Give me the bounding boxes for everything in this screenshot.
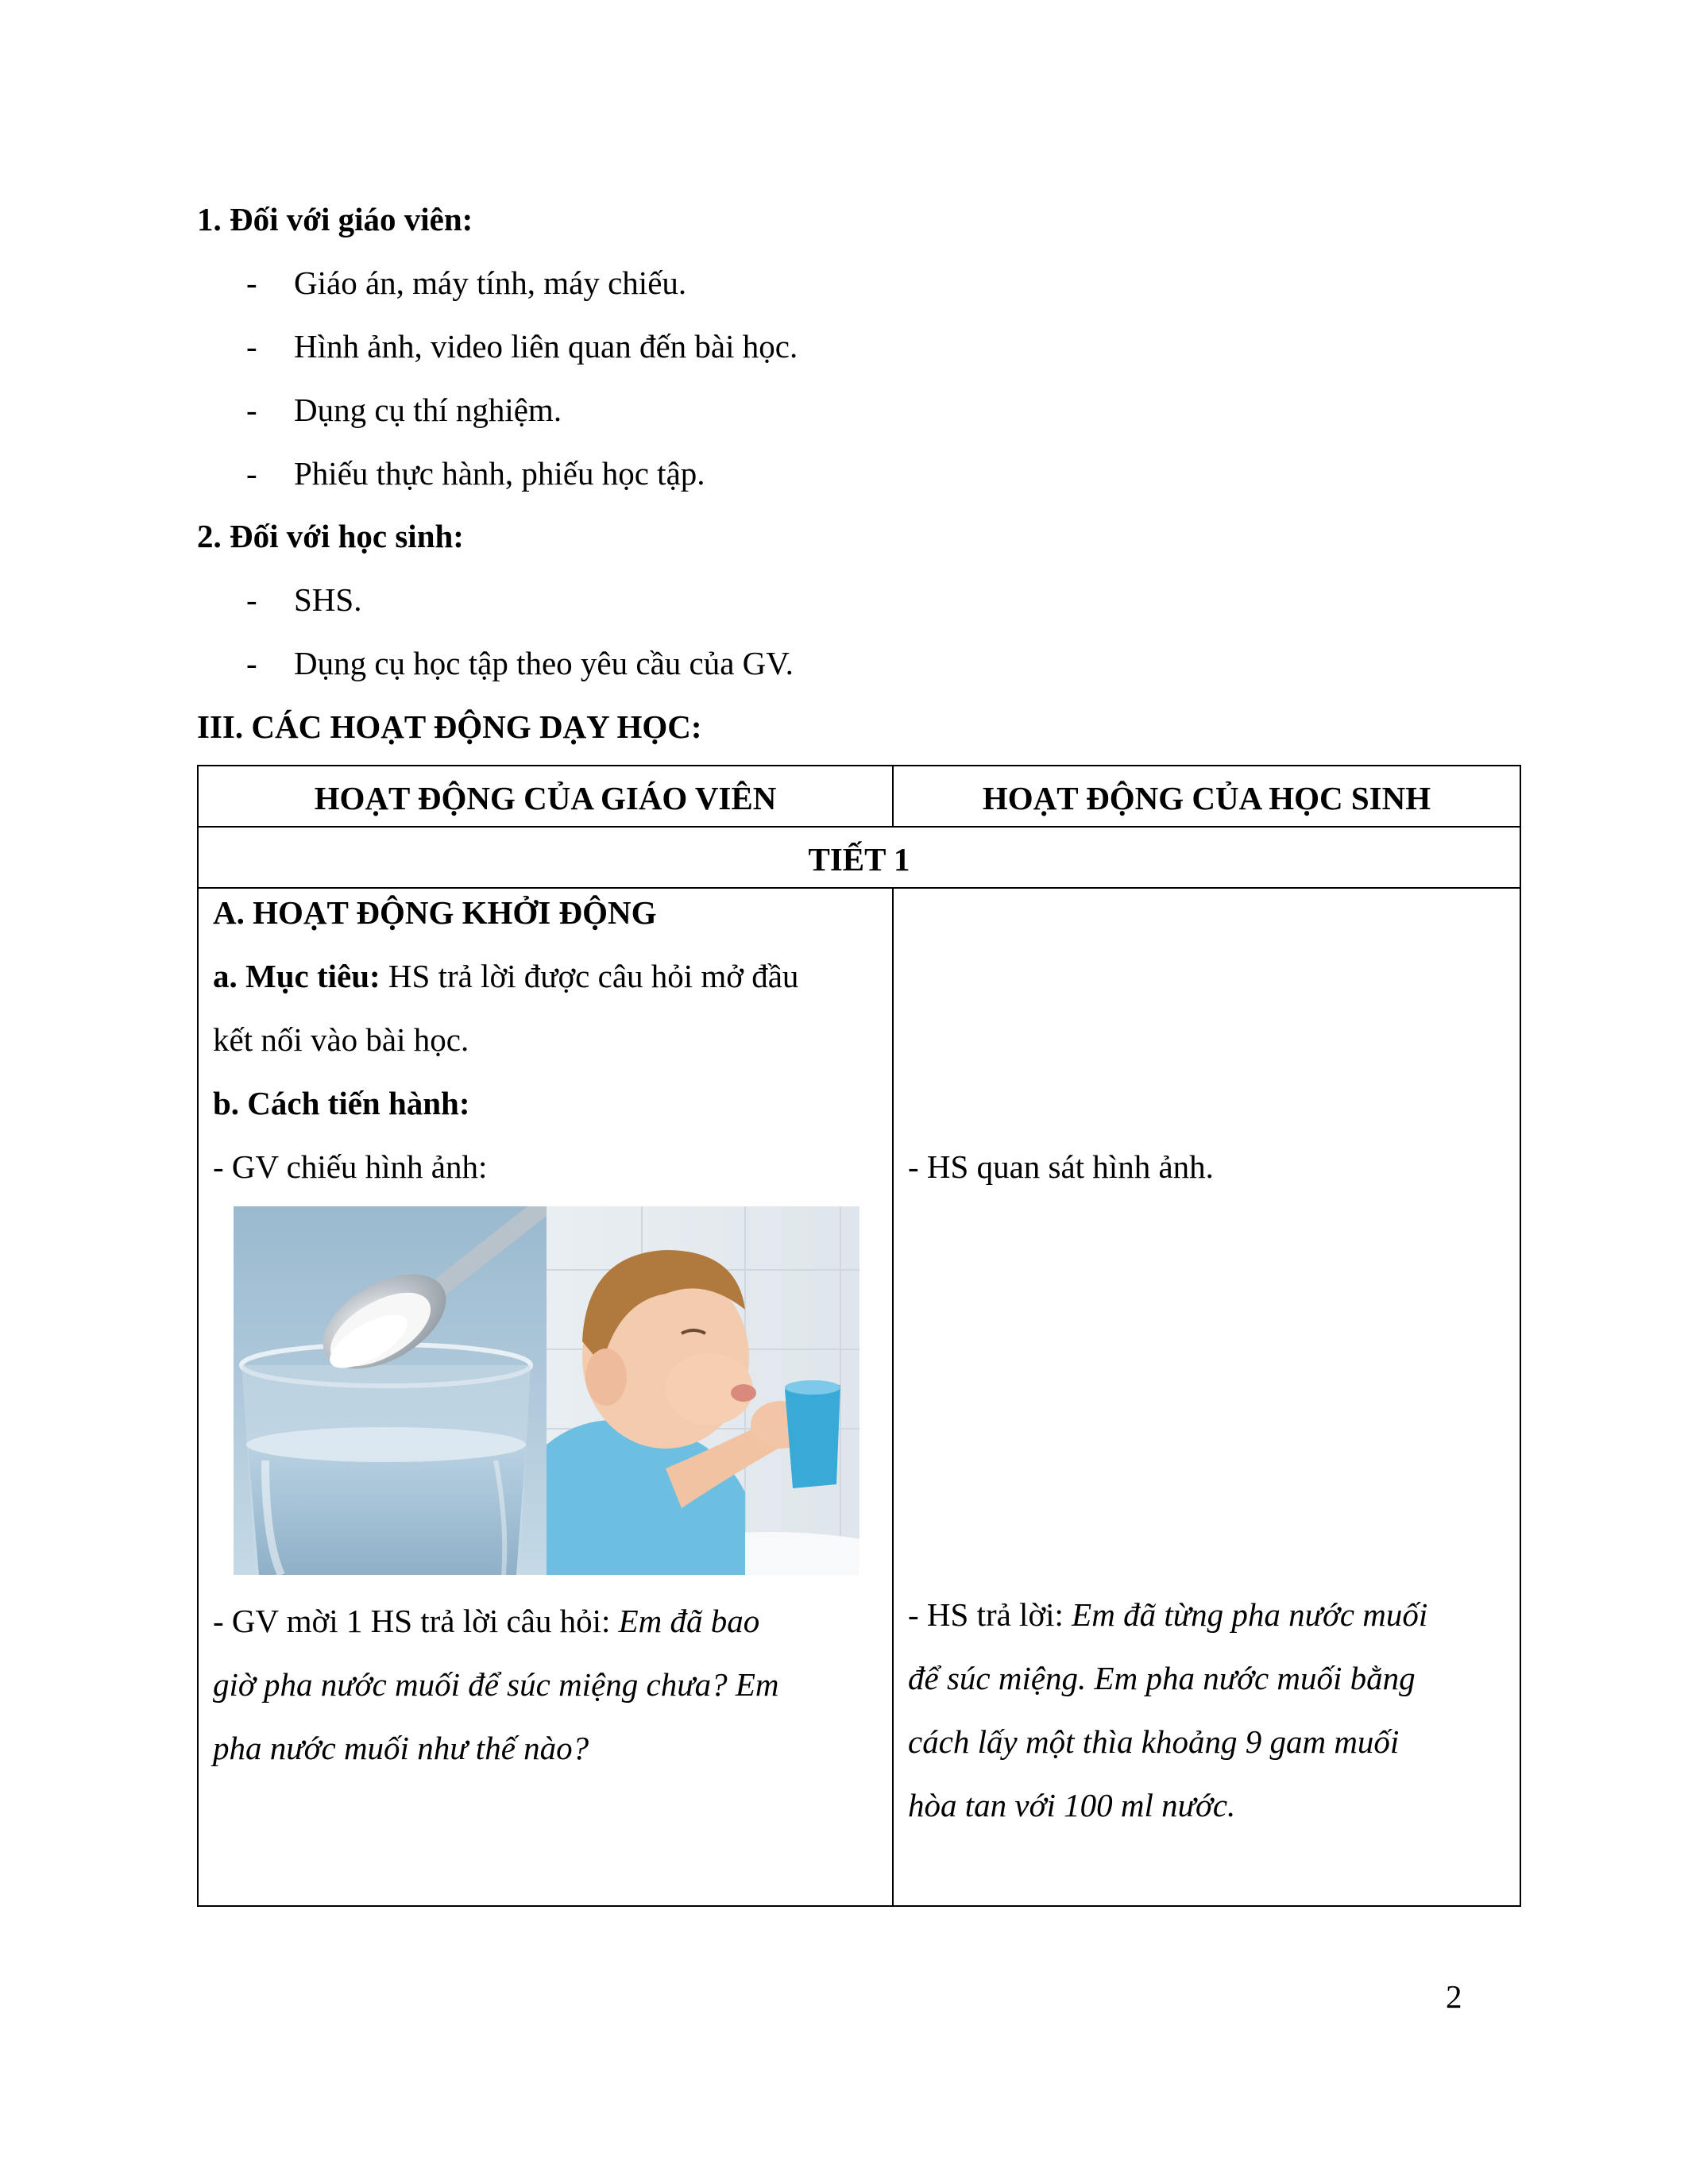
list-bullet: -: [246, 392, 257, 428]
answer-prefix: - HS trả lời:: [908, 1596, 1064, 1633]
column-header-teacher: HOẠT ĐỘNG CỦA GIÁO VIÊN: [198, 766, 893, 827]
list-bullet: -: [246, 645, 257, 681]
salt-water-photo: [234, 1206, 547, 1575]
answer-line-2: để súc miệng. Em pha nước muối bằng: [908, 1660, 1416, 1696]
teacher-activity-cell: [198, 888, 893, 1906]
answer-line-4: hòa tan với 100 ml nước.: [908, 1787, 1236, 1823]
list-item: Giáo án, máy tính, máy chiếu.: [294, 264, 687, 301]
method-label: b. Cách tiến hành:: [213, 1085, 470, 1121]
answer-text: Em đã từng pha nước muối: [1072, 1596, 1428, 1633]
section-heading-activities: III. CÁC HOẠT ĐỘNG DẠY HỌC:: [197, 708, 702, 745]
goal-continuation: kết nối vào bài học.: [213, 1021, 469, 1058]
activity-title: A. HOẠT ĐỘNG KHỞI ĐỘNG: [213, 894, 657, 931]
boy-gargling-photo: [547, 1206, 859, 1575]
list-bullet: -: [246, 328, 257, 365]
goal-line: [213, 957, 878, 995]
answer-line-3: cách lấy một thìa khoảng 9 gam muối: [908, 1723, 1400, 1760]
question-end: pha nước muối như thế nào?: [213, 1730, 589, 1766]
list-bullet: -: [246, 581, 257, 618]
list-bullet: -: [246, 264, 257, 301]
column-header-student: HOẠT ĐỘNG CỦA HỌC SINH: [893, 766, 1520, 827]
list-item: Dụng cụ học tập theo yêu cầu của GV.: [294, 645, 794, 681]
list-item: Dụng cụ thí nghiệm.: [294, 392, 562, 428]
question-continuation: giờ pha nước muối để súc miệng chưa? Em: [213, 1666, 779, 1703]
answer-line-1: [908, 1596, 1505, 1634]
list-bullet: -: [246, 455, 257, 492]
list-item: Phiếu thực hành, phiếu học tập.: [294, 455, 705, 492]
lesson-activity-table: [197, 765, 1521, 1907]
question-text: Em đã bao: [618, 1603, 760, 1639]
list-item: SHS.: [294, 581, 362, 618]
page-number: 2: [1446, 1978, 1462, 2015]
list-item: Hình ảnh, video liên quan đến bài học.: [294, 328, 798, 365]
student-activity-cell: [893, 888, 1520, 1906]
goal-label: a. Mục tiêu:: [213, 958, 380, 994]
section-heading-student: 2. Đối với học sinh:: [197, 518, 464, 554]
section-heading-teacher: 1. Đối với giáo viên:: [197, 201, 473, 237]
observe-line: - HS quan sát hình ảnh.: [908, 1148, 1214, 1185]
show-image-instruction: - GV chiếu hình ảnh:: [213, 1148, 488, 1185]
period-row: TIẾT 1: [198, 827, 1520, 888]
invite-question-line-1: - GV mời 1 HS trả lời câu hỏi: Em đã bao: [213, 1603, 760, 1639]
goal-text: HS trả lời được câu hỏi mở đầu: [388, 958, 799, 994]
